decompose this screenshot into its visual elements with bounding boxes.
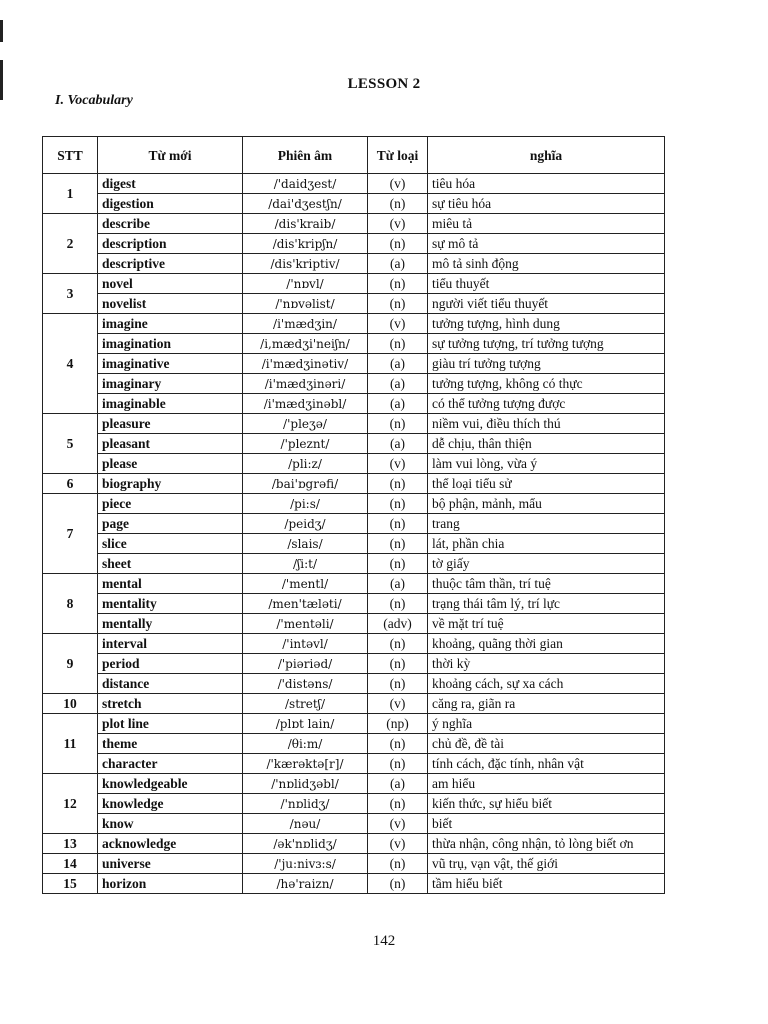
vocab-word: biography [98, 474, 243, 494]
vocab-word: piece [98, 494, 243, 514]
part-of-speech: (n) [368, 474, 428, 494]
phonetic-transcription: /plɒt lain/ [243, 714, 368, 734]
vocab-word: universe [98, 854, 243, 874]
part-of-speech: (n) [368, 794, 428, 814]
meaning-text: sự tưởng tượng, trí tưởng tượng [428, 334, 665, 354]
table-row [43, 594, 665, 614]
part-of-speech: (n) [368, 674, 428, 694]
row-number: 6 [43, 474, 98, 494]
phonetic-transcription: /'nɒlidʒ/ [243, 794, 368, 814]
part-of-speech: (n) [368, 634, 428, 654]
vocab-word: imagine [98, 314, 243, 334]
phonetic-transcription: /'intəvl/ [243, 634, 368, 654]
phonetic-transcription: /'mentl/ [243, 574, 368, 594]
meaning-text: căng ra, giãn ra [428, 694, 665, 714]
meaning-text: kiến thức, sự hiểu biết [428, 794, 665, 814]
phonetic-transcription: /i'mædʒinəbl/ [243, 394, 368, 414]
phonetic-transcription: /slais/ [243, 534, 368, 554]
meaning-text: tiêu hóa [428, 174, 665, 194]
table-row [43, 354, 665, 374]
part-of-speech: (a) [368, 374, 428, 394]
phonetic-transcription: /bai'ɒgrəfi/ [243, 474, 368, 494]
vocab-word: mental [98, 574, 243, 594]
meaning-text: bộ phận, mảnh, mẩu [428, 494, 665, 514]
row-number: 10 [43, 694, 98, 714]
meaning-text: về mặt trí tuệ [428, 614, 665, 634]
phonetic-transcription: /ək'nɒlidʒ/ [243, 834, 368, 854]
vocab-word: mentally [98, 614, 243, 634]
phonetic-transcription: /stretʃ/ [243, 694, 368, 714]
part-of-speech: (n) [368, 294, 428, 314]
part-of-speech: (n) [368, 514, 428, 534]
table-row [43, 454, 665, 474]
meaning-text: giàu trí tưởng tượng [428, 354, 665, 374]
header-pos: Từ loại [368, 137, 428, 174]
phonetic-transcription: /θi:m/ [243, 734, 368, 754]
table-row [43, 714, 665, 734]
table-row [43, 314, 665, 334]
vocab-word: page [98, 514, 243, 534]
vocabulary-table-body [43, 174, 665, 894]
meaning-text: tính cách, đặc tính, nhân vật [428, 754, 665, 774]
meaning-text: tầm hiểu biết [428, 874, 665, 894]
row-number: 14 [43, 854, 98, 874]
vocab-word: distance [98, 674, 243, 694]
phonetic-transcription: /i'mædʒin/ [243, 314, 368, 334]
meaning-text: có thể tưởng tượng được [428, 394, 665, 414]
meaning-text: lát, phần chia [428, 534, 665, 554]
table-row [43, 174, 665, 194]
row-number: 9 [43, 634, 98, 694]
part-of-speech: (n) [368, 194, 428, 214]
table-row [43, 514, 665, 534]
meaning-text: niềm vui, điều thích thú [428, 414, 665, 434]
meaning-text: tờ giấy [428, 554, 665, 574]
row-number: 15 [43, 874, 98, 894]
meaning-text: sự mô tả [428, 234, 665, 254]
meaning-text: am hiểu [428, 774, 665, 794]
table-row [43, 814, 665, 834]
part-of-speech: (n) [368, 874, 428, 894]
vocab-word: sheet [98, 554, 243, 574]
vocab-word: plot line [98, 714, 243, 734]
vocab-word: descriptive [98, 254, 243, 274]
meaning-text: miêu tả [428, 214, 665, 234]
vocab-word: please [98, 454, 243, 474]
phonetic-transcription: /hə'raizn/ [243, 874, 368, 894]
part-of-speech: (v) [368, 694, 428, 714]
phonetic-transcription: /'mentəli/ [243, 614, 368, 634]
row-number: 5 [43, 414, 98, 474]
table-row [43, 614, 665, 634]
table-row [43, 874, 665, 894]
part-of-speech: (n) [368, 754, 428, 774]
table-row [43, 434, 665, 454]
phonetic-transcription: /dai'dʒestʃn/ [243, 194, 368, 214]
part-of-speech: (np) [368, 714, 428, 734]
row-number: 2 [43, 214, 98, 274]
table-row [43, 374, 665, 394]
lesson-title: LESSON 2 [347, 76, 421, 92]
meaning-text: biết [428, 814, 665, 834]
meaning-text: mô tả sinh động [428, 254, 665, 274]
phonetic-transcription: /dis'kriptiv/ [243, 254, 368, 274]
phonetic-transcription: /'daidʒest/ [243, 174, 368, 194]
part-of-speech: (n) [368, 654, 428, 674]
vocab-word: theme [98, 734, 243, 754]
phonetic-transcription: /'ju:nivɜ:s/ [243, 854, 368, 874]
vocab-word: knowledge [98, 794, 243, 814]
table-row [43, 294, 665, 314]
page-number: 142 [372, 933, 396, 949]
part-of-speech: (a) [368, 354, 428, 374]
table-row [43, 634, 665, 654]
vocab-word: imaginative [98, 354, 243, 374]
part-of-speech: (v) [368, 314, 428, 334]
meaning-text: tiểu thuyết [428, 274, 665, 294]
vocab-word: stretch [98, 694, 243, 714]
part-of-speech: (v) [368, 814, 428, 834]
part-of-speech: (n) [368, 334, 428, 354]
phonetic-transcription: /'nɒvəlist/ [243, 294, 368, 314]
phonetic-transcription: /'piəriəd/ [243, 654, 368, 674]
phonetic-transcription: /dis'kripʃn/ [243, 234, 368, 254]
meaning-text: làm vui lòng, vừa ý [428, 454, 665, 474]
part-of-speech: (v) [368, 834, 428, 854]
part-of-speech: (n) [368, 234, 428, 254]
phonetic-transcription: /men'tæləti/ [243, 594, 368, 614]
meaning-text: trạng thái tâm lý, trí lực [428, 594, 665, 614]
table-row [43, 854, 665, 874]
part-of-speech: (a) [368, 574, 428, 594]
row-number: 11 [43, 714, 98, 774]
meaning-text: vũ trụ, vạn vật, thế giới [428, 854, 665, 874]
phonetic-transcription: /'kærəktə[r]/ [243, 754, 368, 774]
table-row [43, 834, 665, 854]
table-row [43, 394, 665, 414]
meaning-text: thừa nhận, công nhận, tỏ lòng biết ơn [428, 834, 665, 854]
vocab-word: description [98, 234, 243, 254]
header-ipa: Phiên âm [243, 137, 368, 174]
vocab-word: pleasure [98, 414, 243, 434]
meaning-text: trang [428, 514, 665, 534]
phonetic-transcription: /i'mædʒinətiv/ [243, 354, 368, 374]
meaning-text: dễ chịu, thân thiện [428, 434, 665, 454]
row-number: 8 [43, 574, 98, 634]
part-of-speech: (n) [368, 414, 428, 434]
vocab-word: imaginary [98, 374, 243, 394]
vocab-word: knowledgeable [98, 774, 243, 794]
vocab-word: novelist [98, 294, 243, 314]
meaning-text: ý nghĩa [428, 714, 665, 734]
table-row [43, 234, 665, 254]
vocab-word: horizon [98, 874, 243, 894]
phonetic-transcription: /peidʒ/ [243, 514, 368, 534]
row-number: 12 [43, 774, 98, 834]
phonetic-transcription: /'distəns/ [243, 674, 368, 694]
meaning-text: thể loại tiểu sử [428, 474, 665, 494]
table-row [43, 494, 665, 514]
meaning-text: chủ đề, đề tài [428, 734, 665, 754]
phonetic-transcription: /dis'kraib/ [243, 214, 368, 234]
vocab-word: digest [98, 174, 243, 194]
meaning-text: người viết tiểu thuyết [428, 294, 665, 314]
part-of-speech: (n) [368, 854, 428, 874]
meaning-text: khoảng cách, sự xa cách [428, 674, 665, 694]
phonetic-transcription: /'nɒlidʒəbl/ [243, 774, 368, 794]
table-row [43, 574, 665, 594]
vocab-word: imagination [98, 334, 243, 354]
part-of-speech: (v) [368, 454, 428, 474]
row-number: 4 [43, 314, 98, 414]
vocab-word: know [98, 814, 243, 834]
table-row [43, 734, 665, 754]
vocab-word: interval [98, 634, 243, 654]
table-row [43, 774, 665, 794]
vocabulary-table [42, 136, 665, 894]
vocab-word: character [98, 754, 243, 774]
meaning-text: tưởng tượng, hình dung [428, 314, 665, 334]
meaning-text: tưởng tượng, không có thực [428, 374, 665, 394]
phonetic-transcription: /pli:z/ [243, 454, 368, 474]
phonetic-transcription: /ʃi:t/ [243, 554, 368, 574]
phonetic-transcription: /i,mædʒi'neiʃn/ [243, 334, 368, 354]
phonetic-transcription: /'nɒvl/ [243, 274, 368, 294]
table-row [43, 194, 665, 214]
part-of-speech: (n) [368, 274, 428, 294]
part-of-speech: (a) [368, 254, 428, 274]
table-row [43, 694, 665, 714]
row-number: 13 [43, 834, 98, 854]
part-of-speech: (a) [368, 434, 428, 454]
phonetic-transcription: /nəu/ [243, 814, 368, 834]
table-row [43, 274, 665, 294]
part-of-speech: (n) [368, 494, 428, 514]
vocab-word: slice [98, 534, 243, 554]
table-row [43, 214, 665, 234]
section-title: I. Vocabulary [55, 93, 133, 108]
phonetic-transcription: /pi:s/ [243, 494, 368, 514]
vocab-word: pleasant [98, 434, 243, 454]
phonetic-transcription: /'pleznt/ [243, 434, 368, 454]
part-of-speech: (a) [368, 394, 428, 414]
vocab-word: period [98, 654, 243, 674]
table-row [43, 654, 665, 674]
header-word: Từ mới [98, 137, 243, 174]
row-number: 3 [43, 274, 98, 314]
table-header-row [43, 137, 665, 174]
vocab-word: digestion [98, 194, 243, 214]
table-row [43, 474, 665, 494]
part-of-speech: (adv) [368, 614, 428, 634]
part-of-speech: (n) [368, 554, 428, 574]
part-of-speech: (n) [368, 734, 428, 754]
part-of-speech: (v) [368, 174, 428, 194]
header-meaning: nghĩa [428, 137, 665, 174]
table-row [43, 414, 665, 434]
meaning-text: sự tiêu hóa [428, 194, 665, 214]
vocab-word: imaginable [98, 394, 243, 414]
vocab-word: acknowledge [98, 834, 243, 854]
table-row [43, 794, 665, 814]
table-row [43, 754, 665, 774]
vocab-word: mentality [98, 594, 243, 614]
meaning-text: thuộc tâm thần, trí tuệ [428, 574, 665, 594]
meaning-text: khoảng, quãng thời gian [428, 634, 665, 654]
phonetic-transcription: /'pleʒə/ [243, 414, 368, 434]
part-of-speech: (n) [368, 534, 428, 554]
vocab-word: novel [98, 274, 243, 294]
table-row [43, 534, 665, 554]
row-number: 1 [43, 174, 98, 214]
table-row [43, 334, 665, 354]
table-row [43, 254, 665, 274]
meaning-text: thời kỳ [428, 654, 665, 674]
vocab-word: describe [98, 214, 243, 234]
header-stt: STT [43, 137, 98, 174]
table-row [43, 674, 665, 694]
part-of-speech: (v) [368, 214, 428, 234]
phonetic-transcription: /i'mædʒinəri/ [243, 374, 368, 394]
table-row [43, 554, 665, 574]
row-number: 7 [43, 494, 98, 574]
part-of-speech: (a) [368, 774, 428, 794]
part-of-speech: (n) [368, 594, 428, 614]
